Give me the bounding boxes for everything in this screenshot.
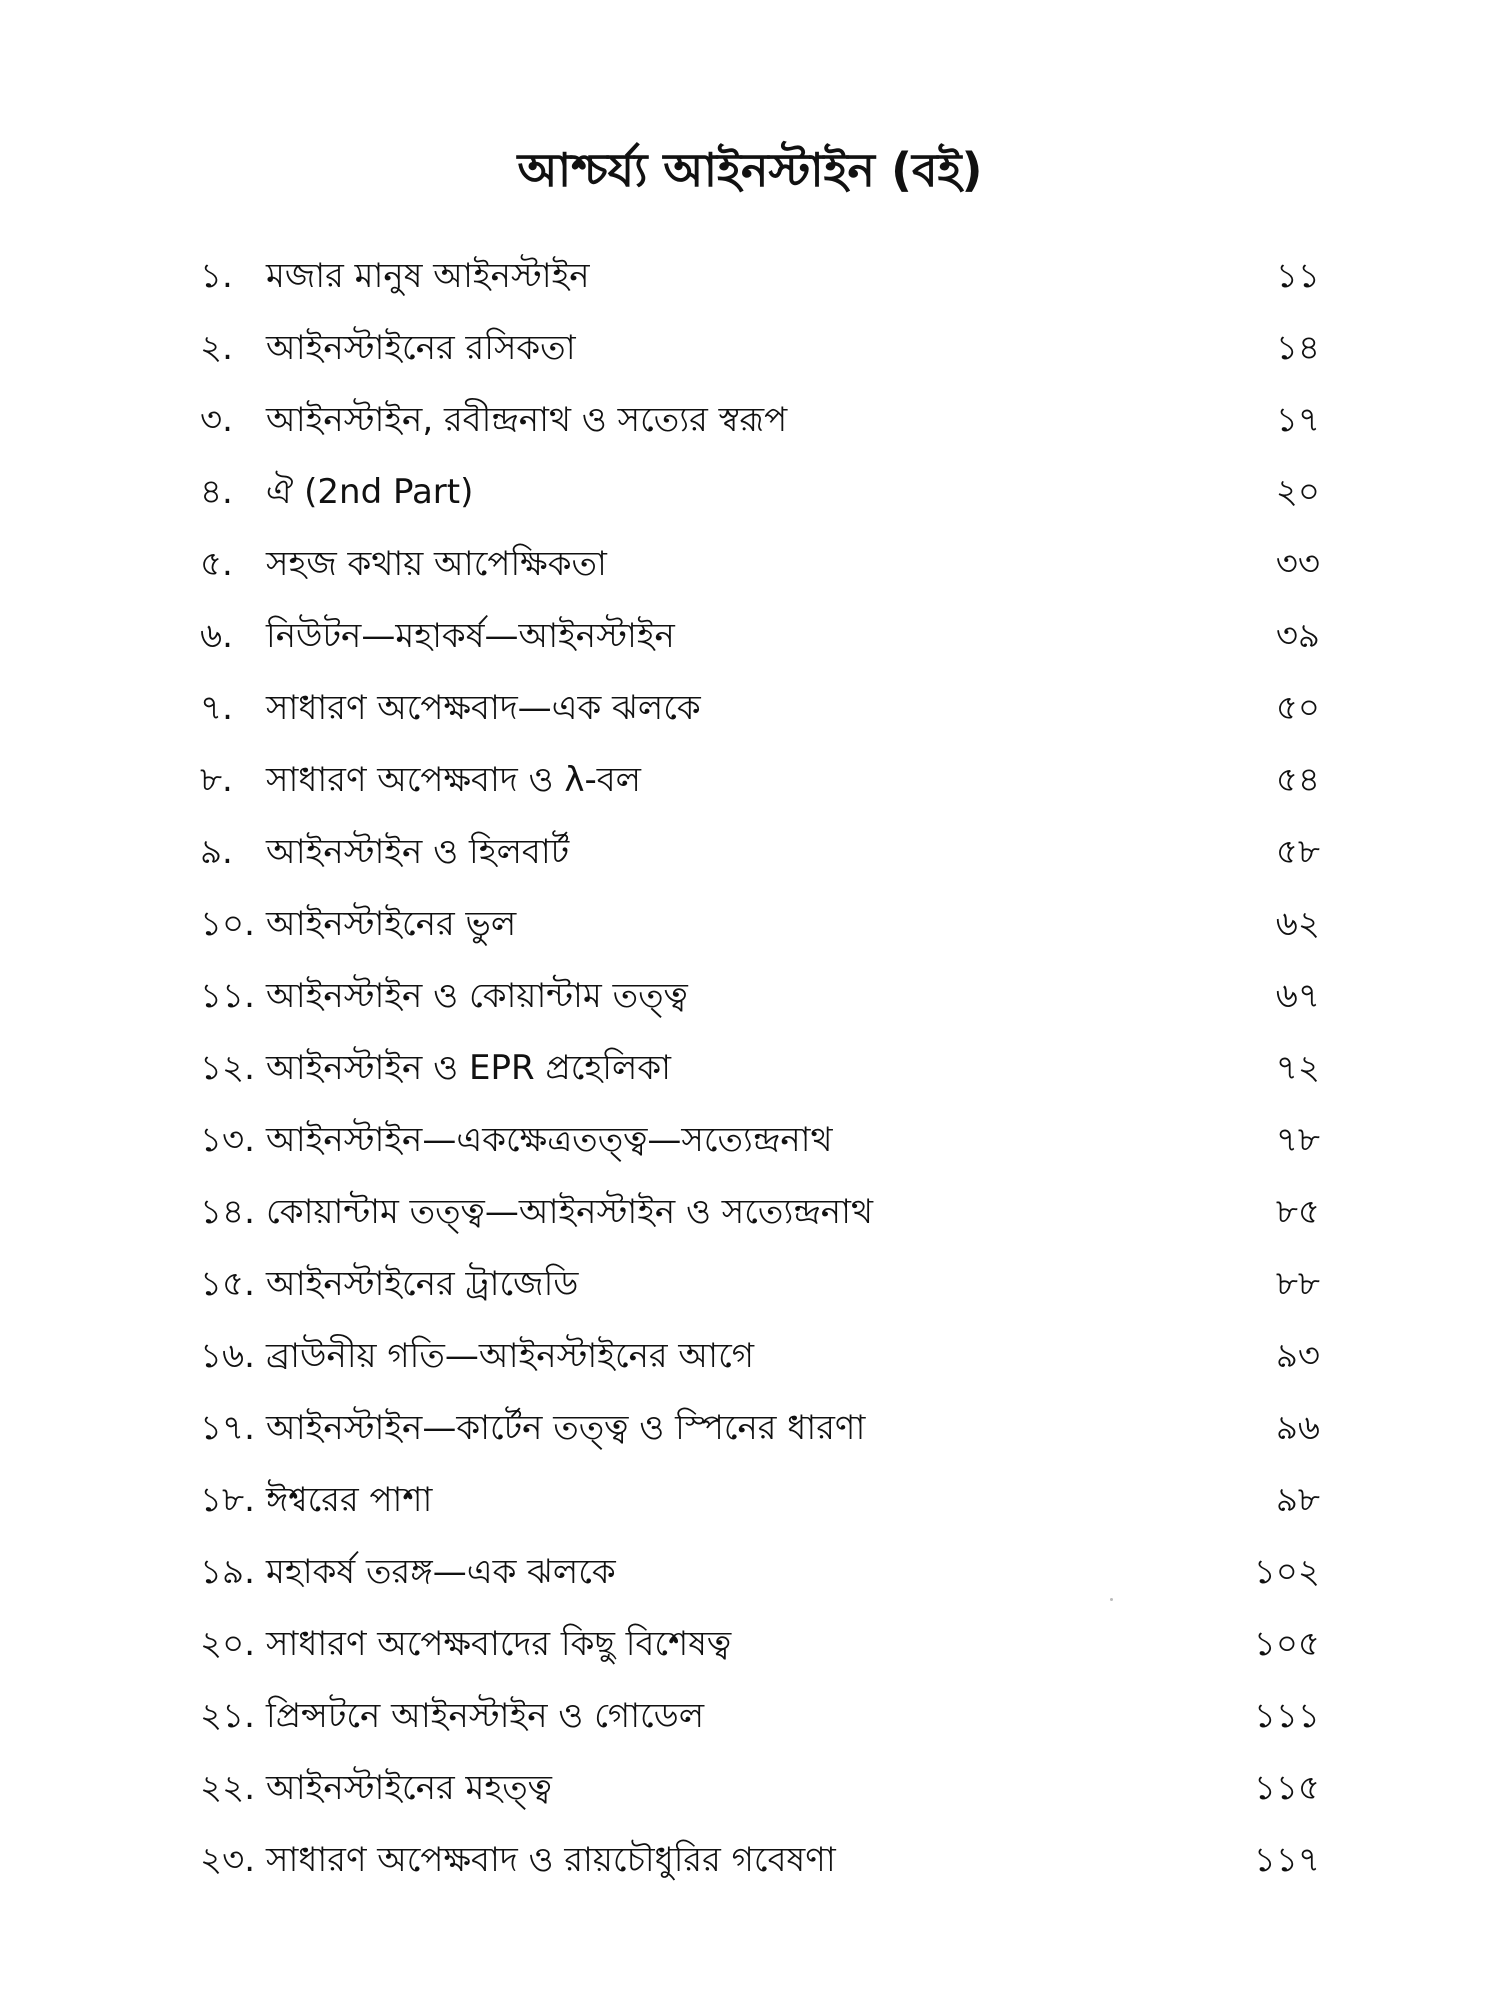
entry-title: সাধারণ অপেক্ষবাদ—এক ঝলকে [266,688,701,728]
entry-number: ৯. [200,832,233,872]
entry-number: ১৫. [200,1264,255,1304]
entry-title: কোয়ান্টাম তত্ত্ব—আইনস্টাইন ও সত্যেন্দ্রনাথ [266,1192,873,1232]
entry-title: মজার মানুষ আইনস্টাইন [266,256,590,296]
entry-title: আইনস্টাইন—কার্টেন তত্ত্ব ও স্পিনের ধারণা [266,1408,866,1448]
entry-title: মহাকর্ষ তরঙ্গ—এক ঝলকে [266,1552,616,1592]
entry-title: আইনস্টাইন ও কোয়ান্টাম তত্ত্ব [266,976,688,1016]
entry-title: আইনস্টাইন, রবীন্দ্রনাথ ও সত্যের স্বরূপ [266,400,788,440]
entry-title: আইনস্টাইনের ট্রাজেডি [266,1264,579,1304]
entry-number: ১২. [200,1048,255,1088]
entry-page: ১৪ [1275,328,1320,368]
entry-page: ৫৪ [1275,760,1320,800]
entry-page: ৬৭ [1275,976,1320,1016]
toc-entry [200,816,1320,888]
entry-title: ঐ (2nd Part) [266,472,474,512]
toc-entry [200,1464,1320,1536]
entry-page: ৯৩ [1275,1336,1320,1376]
toc-entry [200,456,1320,528]
entry-page: ৯৬ [1275,1408,1320,1448]
entry-number: ৩. [200,400,233,440]
entry-title: আইনস্টাইন ও হিলবার্ট [266,832,570,872]
toc-entry [200,384,1320,456]
toc-entry [200,1824,1320,1896]
entry-number: ৪. [200,472,233,512]
entry-title: ঈশ্বরের পাশা [266,1480,433,1520]
entry-page: ১১৫ [1253,1768,1320,1808]
entry-title: প্রিন্সটনে আইনস্টাইন ও গোডেল [266,1696,705,1736]
entry-number: ২১. [200,1696,255,1736]
entry-title: আইনস্টাইনের মহত্ত্ব [266,1768,552,1808]
entry-page: ৮৫ [1275,1192,1320,1232]
toc-entry [200,1680,1320,1752]
toc-entry [200,1176,1320,1248]
scan-speck [1110,1598,1113,1601]
entry-number: ৬. [200,616,233,656]
entry-number: ১. [200,256,233,296]
entry-number: ১৮. [200,1480,255,1520]
entry-title: নিউটন—মহাকর্ষ—আইনস্টাইন [266,616,675,656]
entry-page: ১১৭ [1253,1840,1320,1880]
entry-title: ব্রাউনীয় গতি—আইনস্টাইনের আগে [266,1336,755,1376]
toc-entry [200,312,1320,384]
entry-title: সাধারণ অপেক্ষবাদের কিছু বিশেষত্ব [266,1624,732,1664]
toc-entry [200,1536,1320,1608]
entry-page: ৭৮ [1275,1120,1320,1160]
toc-entry [200,600,1320,672]
entry-title: আইনস্টাইনের রসিকতা [266,328,576,368]
entry-number: ২. [200,328,233,368]
entry-title: আইনস্টাইন—একক্ষেত্রতত্ত্ব—সত্যেন্দ্রনাথ [266,1120,833,1160]
entry-page: ৩৯ [1275,616,1320,656]
toc-entry [200,888,1320,960]
entry-number: ৫. [200,544,233,584]
table-of-contents [200,240,1320,1896]
entry-page: ২০ [1275,472,1320,512]
entry-title: আইনস্টাইন ও EPR প্রহেলিকা [266,1048,672,1088]
entry-number: ১০. [200,904,255,944]
toc-entry [200,1752,1320,1824]
toc-entry [200,1320,1320,1392]
entry-page: ১০২ [1253,1552,1320,1592]
toc-entry [200,1032,1320,1104]
entry-number: ২৩. [200,1840,256,1880]
toc-entry [200,1608,1320,1680]
entry-number: ১১. [200,976,255,1016]
entry-title: সহজ কথায় আপেক্ষিকতা [266,544,607,584]
entry-page: ১১ [1275,256,1320,296]
entry-page: ১৭ [1275,400,1320,440]
page-title: আশ্চর্য্য আইনস্টাইন (বই) [517,143,983,197]
entry-page: ৭২ [1275,1048,1320,1088]
entry-page: ৩৩ [1275,544,1320,584]
entry-number: ৭. [200,688,233,728]
toc-entry [200,1248,1320,1320]
toc-entry [200,1104,1320,1176]
entry-page: ৬২ [1275,904,1320,944]
toc-entry [200,1392,1320,1464]
entry-number: ১৯. [200,1552,255,1592]
entry-title: সাধারণ অপেক্ষবাদ ও λ-বল [266,760,641,800]
entry-page: ৫৮ [1275,832,1320,872]
entry-number: ১৭. [200,1408,255,1448]
entry-page: ৯৮ [1275,1480,1320,1520]
entry-page: ৮৮ [1275,1264,1320,1304]
entry-page: ১১১ [1253,1696,1320,1736]
toc-entry [200,528,1320,600]
toc-entry [200,744,1320,816]
entry-number: ১৪. [200,1192,255,1232]
entry-number: ১৩. [200,1120,255,1160]
entry-number: ২২. [200,1768,256,1808]
toc-entry [200,960,1320,1032]
entry-page: ৫০ [1275,688,1320,728]
entry-title: সাধারণ অপেক্ষবাদ ও রায়চৌধুরির গবেষণা [266,1840,836,1880]
toc-entry [200,672,1320,744]
entry-number: ১৬. [200,1336,255,1376]
entry-number: ৮. [200,760,233,800]
toc-entry [200,240,1320,312]
entry-page: ১০৫ [1253,1624,1320,1664]
entry-title: আইনস্টাইনের ভুল [266,904,517,944]
entry-number: ২০. [200,1624,256,1664]
